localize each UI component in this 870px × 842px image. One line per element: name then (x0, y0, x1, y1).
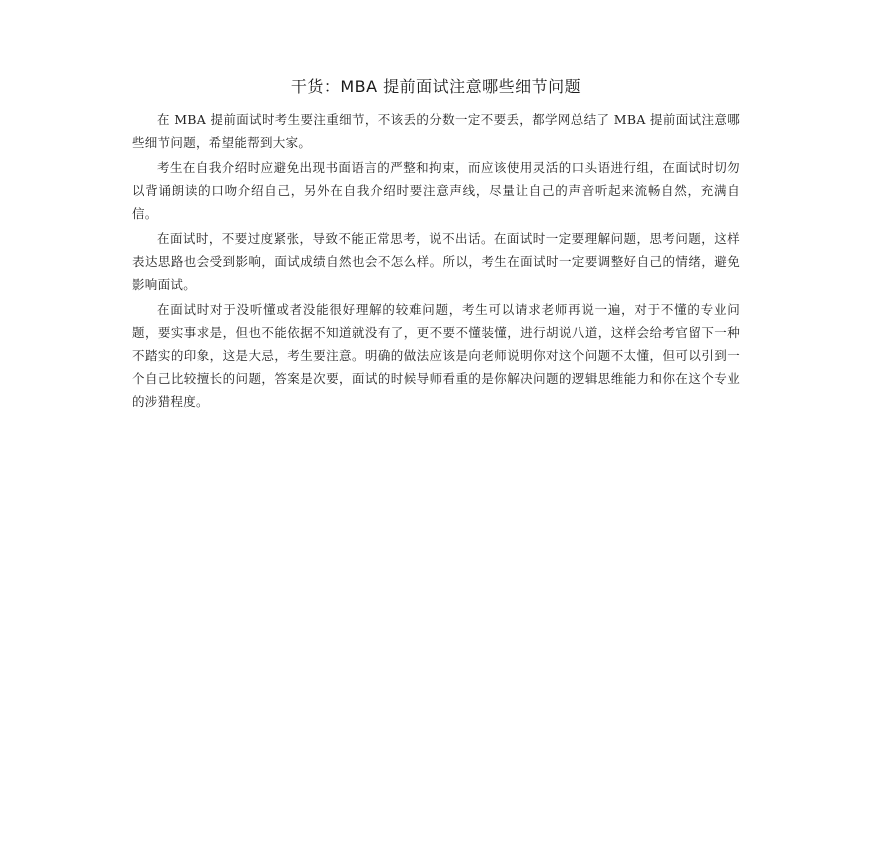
paragraph-difficult-questions: 在面试时对于没听懂或者没能很好理解的较难问题，考生可以请求老师再说一遍，对于不懂的专业问题，要实事求是，但也不能依据不知道就没有了，更不要不懂装懂，进行胡说八道，这样会给考官留下一种不踏实的印象，这是大忌，考生要注意。明确的做法应该是向老师说明你对这个问题不太懂，但可以引到一个自己比较擅长的问题，答案是次要，面试的时候导师看重的是你解决问题的逻辑思维能力和你在这个专业的涉猎程度。 (132, 302, 740, 409)
paragraph-nervousness: 在面试时，不要过度紧张，导致不能正常思考，说不出话。在面试时一定要理解问题，思考问题，这样表达思路也会受到影响，面试成绩自然也会不怎么样。所以，考生在面试时一定要调整好自己的情绪，避免影响面试。 (132, 231, 740, 292)
article-title: 干货：MBA 提前面试注意哪些细节问题 (290, 77, 582, 96)
article (132, 76, 740, 415)
paragraph-self-introduction: 考生在自我介绍时应避免出现书面语言的严整和拘束，而应该使用灵活的口头语进行组，在面试时切勿以背诵朗读的口吻介绍自己，另外在自我介绍时要注意声线，尽量让自己的声音听起来流畅自然，充满自信。 (132, 160, 740, 221)
paragraph-intro: 在 MBA 提前面试时考生要注重细节，不该丢的分数一定不要丢，都学网总结了 MBA 提前面试注意哪些细节问题，希望能帮到大家。 (132, 112, 740, 150)
